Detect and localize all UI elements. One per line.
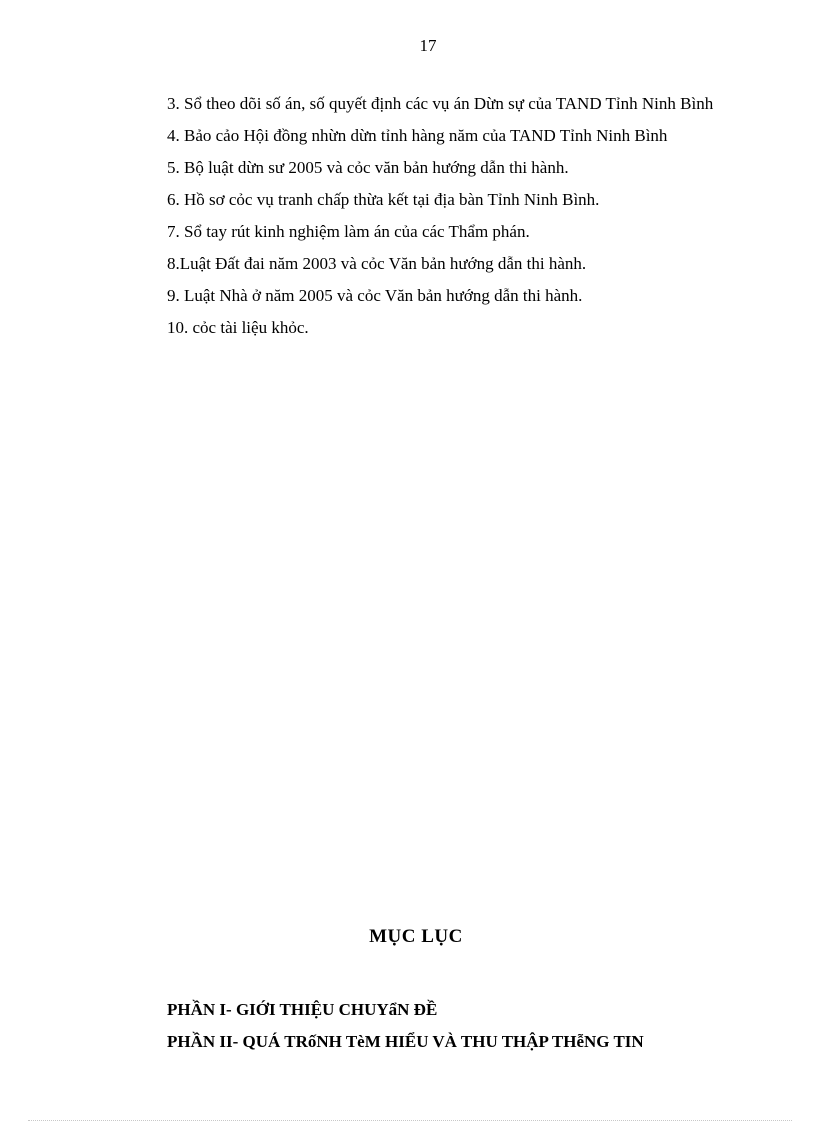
reference-item: 9. Luật Nhà ở năm 2005 và cỏc Văn bản hướng dẫn thi hành.: [167, 286, 583, 305]
reference-item: 10. cỏc tài liệu khỏc.: [167, 318, 309, 337]
reference-item: 6. Hồ sơ cỏc vụ tranh chấp thừa kết tại địa bàn Tỉnh Ninh Bình.: [167, 190, 600, 209]
bottom-rule: [28, 1120, 792, 1121]
toc-item: PHẦN I- GIỚI THIỆU CHUYẩN ĐỀ: [167, 1000, 438, 1019]
reference-item: 3. Sổ theo dõi số án, số quyết định các vụ án Dừn sự của TAND Tỉnh Ninh Bình: [167, 94, 714, 113]
reference-item: 7. Sổ tay rút kinh nghiệm làm án của các Thẩm phán.: [167, 222, 530, 241]
reference-item: 8.Luật Đất đai năm 2003 và cỏc Văn bản hướng dẫn thi hành.: [167, 254, 587, 273]
toc-item: PHẦN II- QUÁ TRốNH TèM HIỂU VÀ THU THẬP THễNG TIN: [167, 1032, 644, 1051]
toc-title: MỤC LỤC: [369, 926, 463, 947]
toc-list: [167, 994, 767, 1058]
reference-item: 4. Bảo cảo Hội đồng nhừn dừn tỉnh hàng năm của TAND Tỉnh Ninh Bình: [167, 126, 668, 145]
page-number: 17: [419, 36, 437, 55]
reference-item: 5. Bộ luật dừn sư 2005 và cỏc văn bản hướng dẫn thi hành.: [167, 158, 569, 177]
reference-list: [167, 88, 719, 344]
